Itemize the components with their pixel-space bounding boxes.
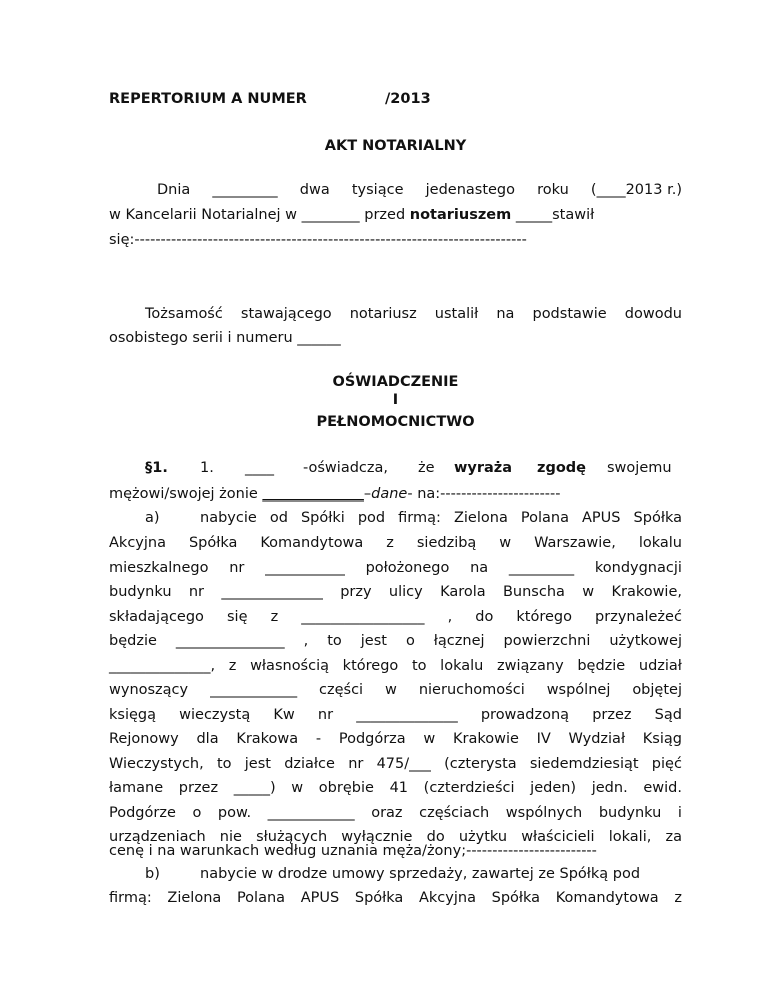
item-a-word: Spółka — [633, 510, 682, 526]
item-a-line-word: Komandytowa — [260, 535, 364, 551]
paragraph-sign: §1. — [145, 460, 168, 476]
item-a-line-word: łamane — [109, 780, 164, 796]
item-a-line-word: Akcyjna — [109, 535, 166, 551]
item-a-line-word: Kw — [273, 706, 295, 723]
item-b-word: APUS — [300, 890, 340, 906]
heading-oswiadczenie: OŚWIADCZENIE — [332, 374, 459, 390]
item-a-line-word: jest — [360, 633, 387, 649]
item-a-line-word: udział — [638, 657, 682, 674]
item-a-line-word: części — [319, 682, 364, 698]
item-a-line-word: którego — [516, 608, 572, 625]
item-a-line-word: użytku — [458, 829, 508, 845]
item-a-line-word: budynku — [109, 584, 172, 600]
item-a-word: APUS — [582, 510, 621, 526]
item-b-word: z — [674, 890, 682, 906]
item-a-line-word: Bunscha — [502, 584, 565, 600]
item-a-word: Polana — [520, 510, 569, 526]
item-a-line-word: przez — [592, 706, 632, 723]
item-a-line-word: wieczystą — [179, 706, 251, 723]
item-a-line-word: (czterdzieści — [423, 780, 515, 796]
item-a-line-word: o — [192, 804, 202, 821]
item-a-line-word: siedzibą — [416, 535, 477, 551]
item-a-line-word: przynależeć — [595, 608, 682, 625]
document-title: AKT NOTARIALNY — [324, 138, 467, 154]
item-a-line — [109, 608, 682, 626]
item-a-line-word: jest — [244, 755, 271, 772]
item-a-line-word: , — [447, 608, 453, 625]
item-a-line-word: Wieczystych, — [109, 755, 204, 772]
item-a-line — [109, 706, 682, 724]
item-a-line-word: Krakowa — [236, 731, 299, 747]
item-a-line-word: ___________ — [265, 559, 345, 576]
item-a-line-word: będzie — [577, 657, 626, 674]
item-a-line-word: - — [315, 731, 322, 747]
item-b-line-2 — [109, 889, 682, 907]
item-a-line-word: wspólnych — [505, 804, 583, 821]
item-a-line-word: jeden) — [530, 780, 577, 796]
item-a-line-word: własnością — [250, 657, 329, 674]
item-a-line — [109, 730, 682, 748]
identity-line-1 — [145, 305, 682, 323]
item-a-line-word: wynoszący — [109, 682, 189, 698]
item-a-line-word: , — [303, 633, 309, 649]
item-a-word: Spółki — [300, 510, 345, 526]
item-a-line-word: oraz — [371, 804, 403, 821]
item-a-line — [109, 779, 682, 797]
repertorium-label: REPERTORIUM A NUMER — [109, 91, 307, 107]
paragraph-swojemu: swojemu — [607, 460, 672, 476]
item-b-line-1: nabycie w drodze umowy sprzedaży, zawartej ze Spółką pod — [200, 866, 641, 882]
item-a-word: nabycie — [200, 510, 257, 526]
intro-word: tysiące — [351, 182, 404, 198]
item-a-line-word: ____________ — [210, 682, 298, 698]
identity-word: Tożsamość — [145, 306, 223, 322]
intro-word: dwa — [299, 182, 330, 198]
item-a-line-word: z — [386, 535, 394, 551]
item-a-line-word: mieszkalnego — [109, 559, 209, 576]
item-a-line-word: ewid. — [643, 780, 682, 796]
item-a-line-word: ulicy — [388, 584, 423, 600]
item-a-line-word: prowadzoną — [480, 706, 570, 723]
item-a-line-word: powierzchni — [503, 633, 591, 649]
item-a-line-word: łącznej — [433, 633, 485, 649]
item-a-line-word: kondygnacji — [594, 559, 682, 576]
item-a-line-word: lokalu — [638, 535, 682, 551]
item-a-line-word: Warszawie, — [534, 535, 616, 551]
paragraph-line-2: mężowi/swojej żonie ______________–dane- na:----------------------- — [109, 486, 561, 502]
item-a-line-word: 475/___ — [376, 755, 431, 772]
item-a-line-word: i — [677, 804, 682, 821]
intro-word: jedenastego — [425, 182, 516, 198]
item-a-line — [109, 755, 682, 773]
item-a-line-word: _________ — [508, 559, 575, 576]
item-a-word: Zielona — [453, 510, 508, 526]
item-a-line-word: w — [423, 731, 436, 747]
item-a-line — [109, 583, 682, 601]
item-b-word: Spółka — [491, 890, 541, 906]
intro-line-3: się:--------------------------------------------------------------------------- — [109, 232, 527, 248]
item-a-line-word: użytkowej — [609, 633, 682, 649]
item-a-line-word: służących — [256, 829, 328, 845]
item-a-line-word: _________________ — [301, 608, 425, 625]
item-a-line-1 — [200, 509, 682, 527]
item-a-line — [109, 681, 682, 699]
item-a-word: firmą: — [398, 510, 441, 526]
item-a-line-word: w — [582, 584, 595, 600]
item-a-line — [109, 534, 682, 552]
item-b-word: firmą: — [109, 890, 152, 906]
item-a-line-word: na — [470, 559, 489, 576]
item-a-line-word: z — [270, 608, 279, 625]
item-b-word: Zielona — [167, 890, 222, 906]
item-a-line-word: Krakowie — [452, 731, 519, 747]
item-a-line-word: właścicieli — [521, 829, 595, 845]
item-b-word: Polana — [236, 890, 286, 906]
item-b-label: b) — [145, 866, 160, 882]
item-a-line-word: przy — [340, 584, 372, 600]
item-a-line-word: wyłącznie — [341, 829, 413, 845]
paragraph-wyraza: wyraża — [454, 460, 513, 476]
item-a-line-word: urządzeniach — [109, 829, 206, 845]
item-a-line-word: nie — [219, 829, 242, 845]
item-a-line-word: za — [665, 829, 682, 845]
item-b-word: Komandytowa — [555, 890, 659, 906]
repertorium-year: /2013 — [385, 91, 431, 107]
item-a-line-word: (czterysta — [444, 755, 517, 772]
item-a-line-word: dla — [196, 731, 219, 747]
item-a-line-word: budynku — [598, 804, 662, 821]
item-a-line-word: nr — [188, 584, 205, 600]
item-a-line-word: do — [426, 829, 445, 845]
item-a-line-word: IV — [536, 731, 551, 747]
heading-pelnomocnictwo: PEŁNOMOCNICTWO — [316, 414, 475, 430]
identity-word: podstawie — [532, 306, 607, 322]
intro-word: _________ — [212, 182, 278, 198]
intro-line-2: w Kancelarii Notarialnej w ________ przed notariuszem _____stawił — [109, 207, 595, 223]
item-a-line-word: o — [405, 633, 415, 649]
paragraph-oswiadcza: -oświadcza, — [303, 460, 388, 476]
identity-word: na — [496, 306, 515, 322]
item-a-line-word: jedn. — [591, 780, 628, 796]
intro-word: roku — [537, 182, 569, 198]
paragraph-zgode: zgodę — [537, 460, 586, 476]
intro-word: Dnia — [157, 182, 191, 198]
item-a-label: a) — [145, 510, 160, 526]
intro-word: (____2013 r.) — [590, 182, 682, 198]
item-a-line-word: przez — [178, 780, 219, 796]
item-b-word: Akcyjna — [418, 890, 476, 906]
item-a-line-word: działce — [284, 755, 335, 772]
identity-word: ustalił — [434, 306, 479, 322]
item-a-line-word: którego — [342, 657, 399, 674]
item-a-line-word: to — [327, 633, 342, 649]
item-a-line — [109, 559, 682, 577]
paragraph-blank: ____ — [245, 460, 274, 476]
item-a-line-word: się — [227, 608, 248, 625]
item-a-line — [109, 657, 682, 675]
item-a-line-word: ____________ — [267, 804, 355, 821]
item-a-line-word: 41 — [389, 780, 409, 796]
item-a-line-word: Rejonowy — [109, 731, 179, 747]
item-a-line-word: w — [291, 780, 304, 796]
item-a-line-word: w — [385, 682, 397, 698]
item-a-line-word: pow. — [217, 804, 252, 821]
item-a-line-word: związany — [497, 657, 564, 674]
item-a-line-word: _____) — [233, 780, 276, 796]
item-a-line-word: do — [475, 608, 494, 625]
item-a-line-word: położonego — [365, 559, 450, 576]
item-a-line-word: lokalu — [440, 657, 484, 674]
item-a-line-word: będzie — [109, 633, 157, 649]
item-a-line-word: _______________ — [175, 633, 285, 649]
item-a-line-word: objętej — [632, 682, 682, 698]
item-a-line-word: ______________ — [221, 584, 323, 600]
item-a-line-word: ______________, — [109, 657, 216, 674]
item-a-line-word: Ksiąg — [642, 731, 682, 747]
item-a-line-word: lokali, — [608, 829, 652, 845]
item-a-line-word: księgą — [109, 706, 156, 723]
item-a-line-word: z — [228, 657, 237, 674]
heading-i: I — [392, 392, 399, 408]
item-a-line-word: siedemdziesiąt — [529, 755, 639, 772]
item-a-line-word: nr — [348, 755, 364, 772]
item-a-line-word: Spółka — [188, 535, 238, 551]
item-a-line-word: składającego — [109, 608, 204, 625]
item-a-line-word: Podgórze — [109, 804, 176, 821]
item-a-word: pod — [357, 510, 386, 526]
item-a-line-word: Krakowie, — [611, 584, 682, 600]
item-b-word: Spółka — [354, 890, 404, 906]
item-a-line-word: wspólnej — [546, 682, 611, 698]
paragraph-number: 1. — [200, 460, 214, 476]
item-a-line-word: Podgórza — [338, 731, 406, 747]
item-a-line-word: to — [411, 657, 427, 674]
paragraph-ze: że — [418, 460, 435, 476]
item-a-line-word: ______________ — [356, 706, 458, 723]
item-a-word: od — [269, 510, 288, 526]
item-a-last-line: cenę i na warunkach według uznania męża/żony;------------------------- — [109, 843, 597, 859]
identity-word: stawającego — [240, 306, 332, 322]
identity-line-2: osobistego serii i numeru ______ — [109, 330, 341, 346]
identity-word: notariusz — [349, 306, 417, 322]
item-a-line — [109, 804, 682, 822]
item-a-line-word: obrębie — [318, 780, 374, 796]
identity-word: dowodu — [624, 306, 682, 322]
item-a-line-word: nr — [317, 706, 334, 723]
intro-line-1 — [157, 181, 682, 199]
item-a-line-word: Wydział — [568, 731, 626, 747]
item-a-line-word: Sąd — [654, 706, 682, 723]
item-a-line-word: nieruchomości — [418, 682, 525, 698]
item-a-line-word: Karola — [440, 584, 486, 600]
item-a-line-word: to — [216, 755, 232, 772]
item-a-line-word: w — [499, 535, 512, 551]
item-a-line-word: częściach — [419, 804, 490, 821]
item-a-line-word: pięć — [651, 755, 682, 772]
item-a-line — [109, 632, 682, 650]
item-a-line-word: nr — [229, 559, 245, 576]
